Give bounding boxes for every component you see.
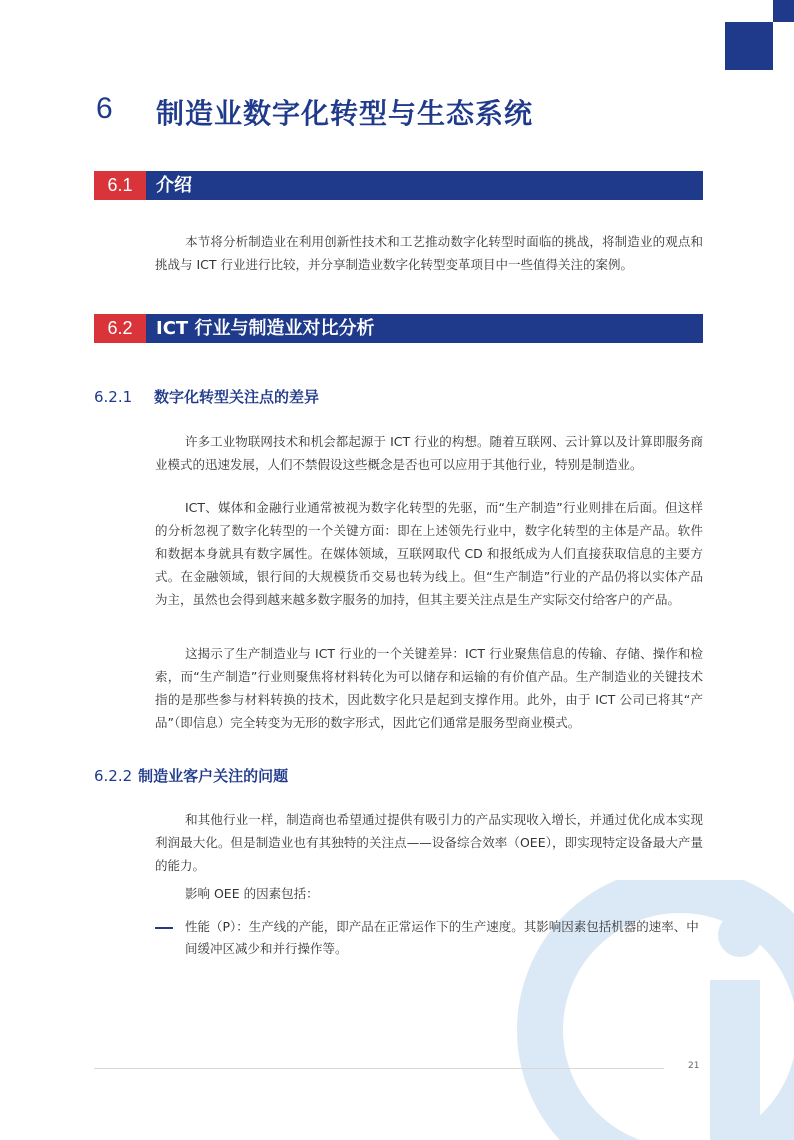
- section-header-6-2: [94, 314, 703, 343]
- section-number: 6.1: [94, 171, 146, 200]
- chapter-title: 制造业数字化转型与生态系统: [156, 97, 534, 130]
- subsection-heading-6-2-2: [94, 765, 288, 786]
- subsection-title: 制造业客户关注的问题: [138, 767, 289, 785]
- footer-divider: [94, 1068, 664, 1069]
- paragraph: 影响 OEE 的因素包括：: [185, 886, 319, 901]
- paragraph: ICT、媒体和金融行业通常被视为数字化转型的先驱，而“生产制造”行业则排在后面。但这样的分析忽视了数字化转型的一个关键方面：即在上述领先行业中，数字化转型的主体是产品。软件和数据本身就具有数字属性。在媒体领域，互联网取代 CD 和报纸成为人们直接获取信息的主要方式。在金融领域，银行间的大规模货币交易也转为线上。但“生产制造”行业的产品仍将以实体产品为主，虽然也会得到越来越多数字服务的加持，但其主要关注点是生产实际交付给客户的产品。: [155, 500, 703, 607]
- intro-paragraph: 本节将分析制造业在利用创新性技术和工艺推动数字化转型时面临的挑战，将制造业的观点和挑战与 ICT 行业进行比较，并分享制造业数字化转型变革项目中一些值得关注的案例。: [155, 234, 703, 272]
- paragraph: 和其他行业一样，制造商也希望通过提供有吸引力的产品实现收入增长，并通过优化成本实现利润最大化。但是制造业也有其独特的关注点——设备综合效率（OEE），即实现特定设备最大产量的能力。: [155, 812, 703, 873]
- section-title: 介绍: [156, 175, 192, 196]
- subsection-title: 数字化转型关注点的差异: [154, 388, 320, 406]
- subsection-number: 6.2.2: [94, 767, 133, 785]
- bullet-item: 性能（P）：生产线的产能，即产品在正常运作下的生产速度。其影响因素包括机器的速率、中间缓冲区减少和并行操作等。: [185, 919, 699, 956]
- section-header-6-1: [94, 171, 703, 200]
- paragraph: 这揭示了生产制造业与 ICT 行业的一个关键差异：ICT 行业聚焦信息的传输、存储、操作和检索，而“生产制造”行业则聚焦将材料转化为可以储存和运输的有价值产品。生产制造业的关键技术指的是那些参与材料转换的技术，因此数字化只是起到支撑作用。此外，由于 ICT 公司已将其“产品”（即信息）完全转变为无形的数字形式，因此它们通常是服务型商业模式。: [155, 646, 703, 730]
- page-number: 21: [688, 1061, 700, 1071]
- subsection-heading-6-2-1: [94, 386, 319, 407]
- section-number: 6.2: [94, 314, 146, 343]
- bullet-dash-icon: [155, 927, 173, 929]
- paragraph: 许多工业物联网技术和机会都起源于 ICT 行业的构想。随着互联网、云计算以及计算即服务商业模式的迅速发展，人们不禁假设这些概念是否也可以应用于其他行业，特别是制造业。: [155, 434, 703, 472]
- corner-decoration-square: [725, 22, 773, 70]
- section-title: ICT 行业与制造业对比分析: [156, 318, 375, 339]
- subsection-number: 6.2.1: [94, 388, 133, 406]
- chapter-number: 6: [96, 92, 113, 125]
- corner-decoration-small-square: [773, 0, 794, 22]
